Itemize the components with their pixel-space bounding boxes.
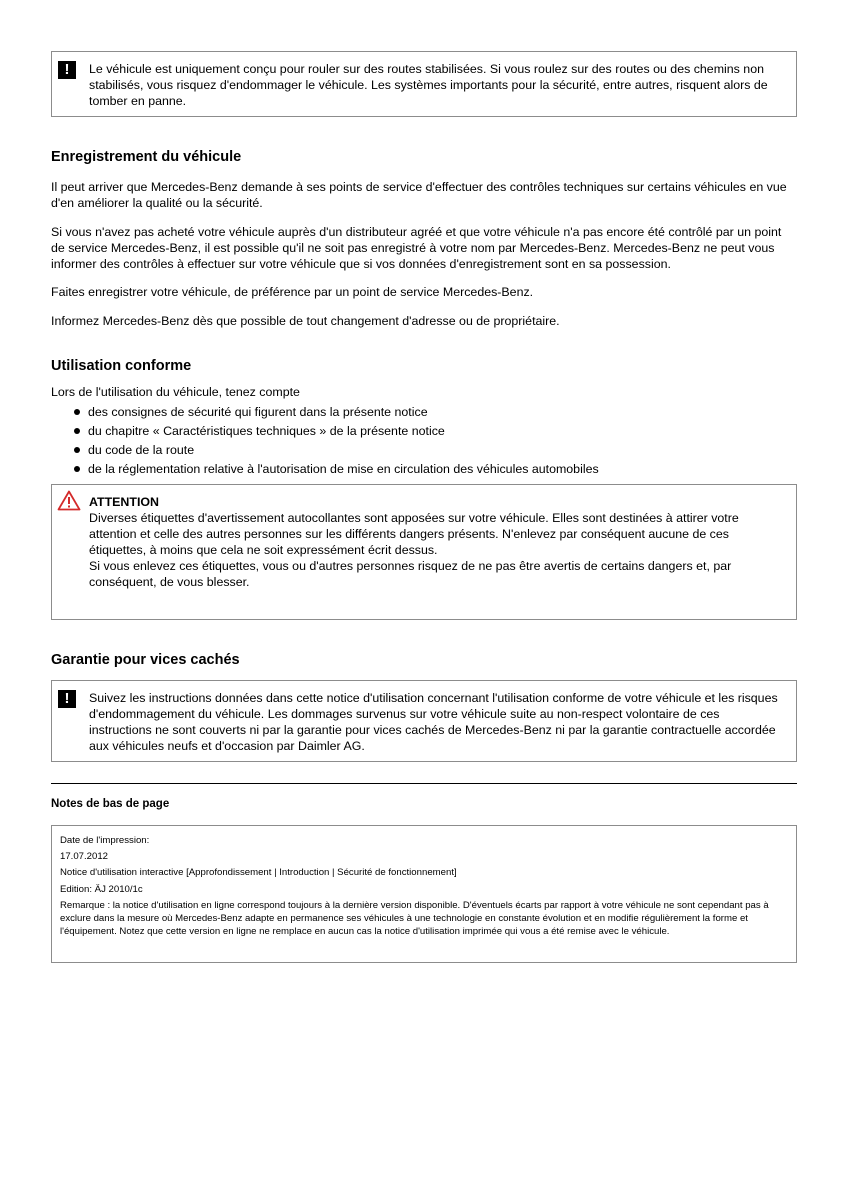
- registration-paragraph: Il peut arriver que Mercedes-Benz demande à ses points de service d'effectuer des contrôles techniques sur certains véhicules en vue d'en améliorer la qualité ou la sécurité.: [51, 180, 787, 210]
- exclamation-icon: !: [58, 61, 76, 79]
- registration-paragraph: Informez Mercedes-Benz dès que possible de tout changement d'adresse ou de propriétaire.: [51, 314, 560, 328]
- notice-box-off-road: [51, 51, 797, 117]
- attention-paragraph: Si vous enlevez ces étiquettes, vous ou d'autres personnes risquez de ne pas être avertis de certains dangers et, par conséquent, de vous blesser.: [89, 559, 732, 589]
- footnote-separator: [51, 783, 797, 784]
- section-heading-registration: Enregistrement du véhicule: [51, 149, 242, 165]
- document-page: [51, 51, 797, 963]
- registration-paragraph: Faites enregistrer votre véhicule, de préférence par un point de service Mercedes-Benz.: [51, 285, 534, 299]
- attention-paragraph: Diverses étiquettes d'avertissement autocollantes sont apposées sur votre véhicule. Elles sont destinées à attirer votre attention et celle des autres personnes sur les différents dangers présents. N'enlevez par conséquent aucune de ces étiquettes, à moins que cela ne soit expressément écrit dessus.: [89, 511, 739, 557]
- notice-box-warranty: [51, 680, 797, 762]
- registration-paragraph: Si vous n'avez pas acheté votre véhicule auprès d'un distributeur agréé et que votre véhicule n'a pas encore été contrôlé par un point de service Mercedes-Benz, il est possible qu'il ne soit pas enregistré à votre nom par Mercedes-Benz. Mercedes-Benz ne peut vous informer des contrôles à effectuer sur votre véhicule que si vos données d'enregistrement sont en sa possession.: [51, 225, 782, 271]
- notice-text: Le véhicule est uniquement conçu pour rouler sur des routes stabilisées. Si vous roulez sur des routes ou des chemins non stabilisés, vous risquez d'endommager le véhicule. Les systèmes importants pour la sécurité, entre autres, risquent alors de tomber en panne.: [89, 62, 768, 108]
- usage-intro: Lors de l'utilisation du véhicule, tenez compte: [51, 385, 300, 399]
- footnote-line: Notice d'utilisation interactive [Approfondissement | Introduction | Sécurité de fonctionnement]: [60, 867, 457, 879]
- footnote-line: Edition: ÄJ 2010/1c: [60, 883, 143, 895]
- footnotes-box: [51, 825, 797, 963]
- section-heading-usage: Utilisation conforme: [51, 358, 192, 374]
- warning-triangle-icon: [57, 490, 81, 511]
- list-item: de la réglementation relative à l'autorisation de mise en circulation des véhicules automobiles: [51, 460, 797, 479]
- attention-title: ATTENTION: [89, 495, 159, 509]
- list-item: des consignes de sécurité qui figurent dans la présente notice: [51, 403, 797, 422]
- section-heading-warranty: Garantie pour vices cachés: [51, 652, 240, 668]
- footnote-line: Date de l'impression:: [60, 835, 150, 846]
- exclamation-icon: !: [58, 690, 76, 708]
- notice-text: Suivez les instructions données dans cette notice d'utilisation concernant l'utilisation conforme de votre véhicule et les risques d'endommagement du véhicule. Les dommages survenus sur votre véhicule suite au non-respect volontaire de ces instructions ne sont couverts ni par la garantie pour vices cachés de Mercedes-Benz ni par la garantie contractuelle accordée aux véhicules neufs et d'occasion par Daimler AG.: [89, 691, 778, 753]
- usage-bullet-list: [51, 403, 797, 479]
- list-item: du code de la route: [51, 441, 797, 460]
- list-item: du chapitre « Caractéristiques techniques » de la présente notice: [51, 422, 797, 441]
- footnote-line: 17.07.2012: [60, 851, 109, 863]
- footnote-line: Remarque : la notice d'utilisation en ligne correspond toujours à la dernière version disponible. D'éventuels écarts par rapport à votre véhicule ne sont cependant pas à exclure dans la mesure où Mercedes-Benz adapte en permanence ses véhicules à une technologie en constante évolution et en modifie régulièrement la forme et l'équipement. Notez que cette version en ligne ne remplace en aucun cas la notice d'utilisation imprimée qui vous a été remise avec le véhicule.: [60, 899, 769, 938]
- attention-box: [51, 484, 797, 620]
- footnotes-heading: Notes de bas de page: [51, 798, 170, 810]
